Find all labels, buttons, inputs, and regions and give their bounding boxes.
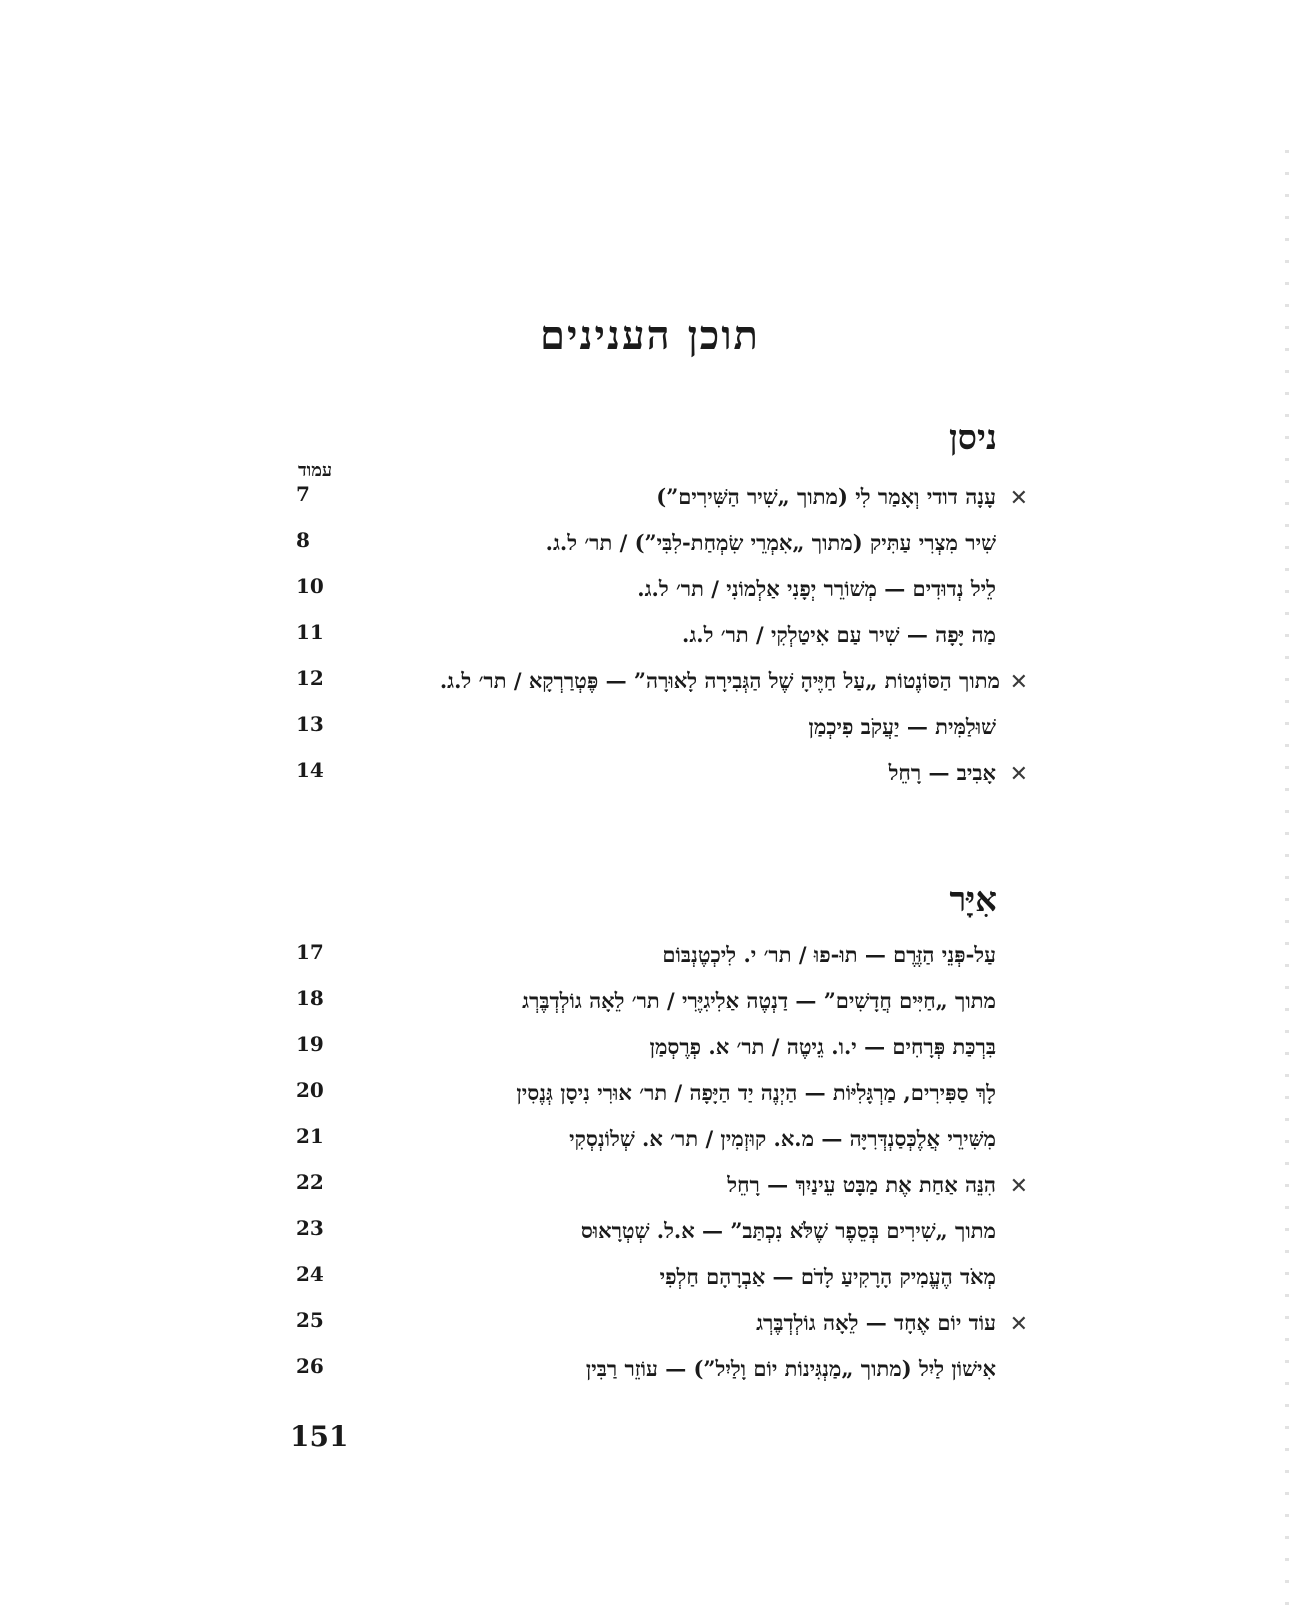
toc-page-number: 21 <box>296 1124 324 1148</box>
toc-page-number: 7 <box>296 482 310 506</box>
toc-entry-title: אִישׁוֹן לַיִל (מתוך „מַנְגִּינוֹת יוֹם וָלַיִל”) — עוֹזֵר רַבִּין <box>585 1356 996 1381</box>
toc-entry <box>296 530 996 576</box>
toc-page-number: 10 <box>296 574 324 598</box>
toc-entry <box>296 988 996 1034</box>
toc-page-number: 18 <box>296 986 324 1010</box>
toc-entry-title: מִשִּׁירֵי אֲלֶכְּסַנְדְּרִיָּה — מ.א. קוּזְמִין / תר׳ א. שְׁלוֹנְסְקִי <box>569 1126 996 1151</box>
toc-list-nisan <box>296 482 1028 806</box>
toc-entry-title: הִנֵּה אַחַת אֶת מַבָּט עֵינַיִךְ — רָחֵל <box>727 1172 996 1197</box>
toc-entry <box>296 666 1028 714</box>
handwritten-x-mark-icon: ✕ <box>1009 1312 1028 1337</box>
scan-edge-marks <box>1285 150 1289 1610</box>
page-title: תוכן הענינים <box>540 312 760 359</box>
toc-page-number: 14 <box>296 758 324 782</box>
toc-entry <box>296 1356 996 1402</box>
toc-entry-title: שׁוּלַמִּית — יַעֲקֹב פִיכְמַן <box>808 714 996 739</box>
toc-entry <box>296 714 996 760</box>
toc-page-number: 13 <box>296 712 324 736</box>
toc-entry <box>296 1126 996 1172</box>
handwritten-x-mark-icon: ✕ <box>1009 762 1028 787</box>
toc-page-number: 25 <box>296 1308 324 1332</box>
toc-entry-title: מְאֹד הֶעֱמִיק הָרָקִיעַ לָדֹם — אַבְרָהָם חַלְפִי <box>659 1264 996 1289</box>
toc-list-iyar <box>296 940 1028 1402</box>
section-heading-iyar: אִיָּר <box>949 880 997 920</box>
toc-page-number: 23 <box>296 1216 324 1240</box>
toc-entry-title: מתוך הַסּוֹנֶטוֹת „עַל חַיֶּיהָ שֶׁל הַגְּבִירָה לָאוּרָה” — פֶּטְרַרְקָא / תר׳ ל.ג. <box>439 668 1000 693</box>
toc-page-number: 20 <box>296 1078 324 1102</box>
toc-entry <box>296 942 996 988</box>
toc-entry <box>296 1034 996 1080</box>
toc-entry <box>296 482 1028 530</box>
toc-entry-title: מתוך „שִׁירִים בְּסֵפֶר שֶׁלֹּא נִכְתַּב” — א.ל. שְׁטְרָאוּס <box>580 1218 996 1243</box>
toc-entry <box>296 1080 996 1126</box>
toc-entry <box>296 1308 1028 1356</box>
toc-page-number: 26 <box>296 1354 324 1378</box>
toc-entry-title: שִׁיר מִצְרִי עַתִּיק (מתוך „אִמְרֵי שִׂמְחַת-לִבִּי”) / תר׳ ל.ג. <box>545 530 996 555</box>
toc-page-number: 11 <box>296 620 324 644</box>
toc-page-number: 17 <box>296 940 324 964</box>
toc-entry-title: עָנָה דודי וְאָמַר לִי (מתוך „שִׁיר הַשִּׁירִים”) <box>656 484 996 509</box>
toc-entry-title: מתוך „חַיִּים חֲדָשִׁים” — דַנְטֶה אַלִיגִיֶּרִי / תר׳ לֵאָה גוֹלְדְבֶּרְג <box>522 988 996 1013</box>
handwritten-x-mark-icon: ✕ <box>1009 670 1028 695</box>
toc-entry <box>296 622 996 668</box>
toc-entry <box>296 758 1028 806</box>
toc-entry <box>296 1264 996 1310</box>
toc-entry-title: אָבִיב — רָחֵל <box>888 760 996 785</box>
toc-page-number: 19 <box>296 1032 324 1056</box>
section-heading-nisan: ניסן <box>949 418 997 458</box>
toc-entry-title: עוֹד יוֹם אֶחָד — לֵאָה גוֹלְדְבֶּרְג <box>756 1310 996 1335</box>
toc-page-number: 8 <box>296 528 310 552</box>
toc-page-number: 22 <box>296 1170 324 1194</box>
handwritten-x-mark-icon: ✕ <box>1009 486 1028 511</box>
handwritten-x-mark-icon: ✕ <box>1009 1174 1028 1199</box>
toc-entry <box>296 1170 1028 1218</box>
toc-entry <box>296 576 996 622</box>
toc-entry-title: לֵיל נְדוּדִים — מְשׁוֹרֵר יְפָנִי אַלְמוֹנִי / תר׳ ל.ג. <box>637 576 996 601</box>
page-column-label: עמוד <box>298 460 333 481</box>
toc-entry <box>296 1218 996 1264</box>
page-folio-number: 151 <box>290 1420 349 1453</box>
toc-page-number: 12 <box>296 666 324 690</box>
toc-entry-title: לָךְ סַפִּירִים, מַרְגָּלִיּוֹת — הַיְנֶה יַד הַיָּפָה / תר׳ אוּרִי נִיסָן גְּנֶסִין <box>516 1080 996 1105</box>
toc-entry-title: בִּרְכַּת פְּרָחִים — י.ו. גֵיטֶה / תר׳ א. פְרֶסְמַן <box>649 1034 996 1059</box>
toc-page-number: 24 <box>296 1262 324 1286</box>
toc-entry-title: מַה יָּפָה — שִׁיר עַם אִיטַלְקִי / תר׳ ל.ג. <box>682 622 996 647</box>
toc-entry-title: עַל-פְּנֵי הַזֶּרֶם — תוּ-פוּ / תר׳ י. לִיכְטֶנְבּוֹם <box>662 942 996 967</box>
